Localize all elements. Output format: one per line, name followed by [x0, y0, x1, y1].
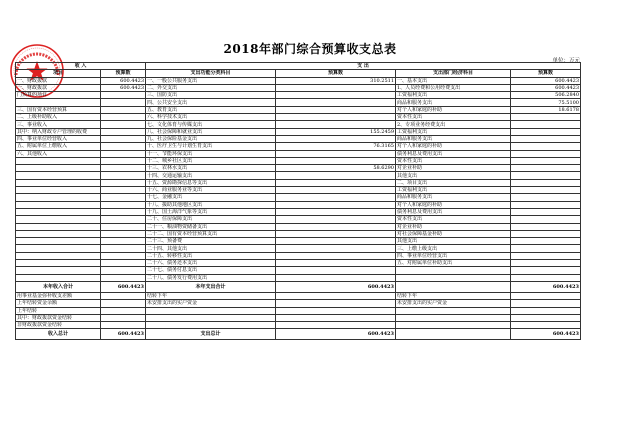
econ-item-cell: 工资福利支出 — [396, 128, 511, 135]
func-item-cell — [146, 314, 276, 321]
income-item-cell — [16, 165, 101, 172]
econ-item-cell — [396, 267, 511, 274]
income-total-label: 本年收入合计 — [16, 281, 101, 292]
econ-value-cell — [511, 201, 581, 208]
func-item-cell: 二十四、其他支出 — [146, 245, 276, 252]
table-row — [16, 230, 581, 237]
income-item-cell: 六、其他收入 — [16, 150, 101, 157]
income-item-cell — [16, 245, 101, 252]
econ-value-cell — [511, 230, 581, 237]
econ-value-cell: 506.2840 — [511, 92, 581, 99]
income-item-cell — [16, 238, 101, 245]
income-value-cell — [101, 165, 146, 172]
func-value-cell — [276, 223, 396, 230]
income-value-cell: 600.4423 — [101, 77, 146, 84]
income-header: 收 入 — [16, 63, 146, 70]
econ-value-cell — [511, 165, 581, 172]
table-row — [16, 92, 581, 99]
func-value-cell — [276, 238, 396, 245]
income-value-cell — [101, 230, 146, 237]
func-value-cell — [276, 314, 396, 321]
table-row — [16, 179, 581, 186]
table-row — [16, 99, 581, 106]
income-value-cell — [101, 143, 146, 150]
econ-value-cell — [511, 252, 581, 259]
func-value-cell — [276, 187, 396, 194]
table-row — [16, 322, 581, 329]
income-item-cell — [16, 208, 101, 215]
income-value-cell — [101, 135, 146, 142]
func-value-cell — [276, 114, 396, 121]
func-value-cell: 155.2459 — [276, 128, 396, 135]
table-row — [16, 267, 581, 274]
income-value-cell — [101, 238, 146, 245]
econ-total-value: 600.4423 — [511, 329, 581, 340]
income-value-cell — [101, 267, 146, 274]
econ-value-cell — [511, 300, 581, 307]
income-item-header: 项目 — [16, 70, 101, 77]
econ-budget-header: 预算数 — [511, 70, 581, 77]
table-row — [16, 252, 581, 259]
income-value-cell — [101, 201, 146, 208]
econ-item-cell: 2、专项业务经费支出 — [396, 121, 511, 128]
econ-value-cell — [511, 274, 581, 281]
econ-total-value: 600.4423 — [511, 281, 581, 292]
econ-value-cell — [511, 194, 581, 201]
econ-item-cell: 四、事业单位经营支出 — [396, 252, 511, 259]
func-value-cell — [276, 84, 396, 91]
econ-value-cell — [511, 128, 581, 135]
income-total-value: 600.4423 — [101, 329, 146, 340]
func-value-cell — [276, 307, 396, 314]
func-item-cell: 十八、援助其他地区支出 — [146, 201, 276, 208]
table-row — [16, 314, 581, 321]
econ-item-cell: 资本性支出 — [396, 114, 511, 121]
econ-value-cell — [511, 314, 581, 321]
func-item-cell: 结转下年 — [146, 292, 276, 299]
income-value-cell — [101, 121, 146, 128]
income-value-cell — [101, 99, 146, 106]
income-item-cell — [16, 194, 101, 201]
income-item-cell: 门预算的项目 — [16, 92, 101, 99]
exp-total-value: 600.4423 — [276, 281, 396, 292]
func-item-cell: 十九、国土海洋气象等支出 — [146, 208, 276, 215]
exp-total-value: 600.4423 — [276, 329, 396, 340]
table-row — [16, 194, 581, 201]
econ-value-cell — [511, 172, 581, 179]
econ-value-cell — [511, 307, 581, 314]
econ-value-cell — [511, 208, 581, 215]
func-value-cell — [276, 121, 396, 128]
income-value-cell — [101, 150, 146, 157]
econ-value-cell — [511, 143, 581, 150]
income-item-cell — [16, 99, 101, 106]
income-value-cell — [101, 157, 146, 164]
func-item-cell: 未安排支出的实户资金 — [146, 300, 276, 307]
econ-item-cell: 结转下年 — [396, 292, 511, 299]
income-value-cell — [101, 274, 146, 281]
econ-item-cell: 一、基本支出 — [396, 77, 511, 84]
income-total-label: 收入总计 — [16, 329, 101, 340]
header-row-1 — [16, 63, 581, 70]
func-value-cell: 76.3165 — [276, 143, 396, 150]
func-value-cell — [276, 201, 396, 208]
econ-value-cell — [511, 216, 581, 223]
econ-total-label — [396, 281, 511, 292]
income-budget-header: 预算数 — [101, 70, 146, 77]
econ-item-cell: 1、人员经费和公用经费支出 — [396, 84, 511, 91]
income-item-cell — [16, 187, 101, 194]
func-value-cell — [276, 245, 396, 252]
income-value-cell — [101, 245, 146, 252]
econ-item-cell: 对企业补助 — [396, 165, 511, 172]
func-value-cell — [276, 92, 396, 99]
budget-table — [15, 62, 581, 340]
income-value-cell — [101, 216, 146, 223]
func-item-cell: 二、外交支出 — [146, 84, 276, 91]
exp-total-label: 本年支出合计 — [146, 281, 276, 292]
func-value-cell — [276, 208, 396, 215]
econ-value-cell — [511, 322, 581, 329]
econ-item-cell: 对个人和家庭的补助 — [396, 143, 511, 150]
func-item-cell: 十七、金融支出 — [146, 194, 276, 201]
income-item-cell — [16, 179, 101, 186]
income-value-cell — [101, 179, 146, 186]
income-item-cell — [16, 201, 101, 208]
econ-item-cell: 三、上缴上级支出 — [396, 245, 511, 252]
econ-value-cell — [511, 245, 581, 252]
func-item-cell — [146, 307, 276, 314]
func-value-cell — [276, 179, 396, 186]
year_totals-row — [16, 281, 581, 292]
func-value-cell — [276, 267, 396, 274]
func-value-cell: 58.6290 — [276, 165, 396, 172]
exp-total-label: 支出总计 — [146, 329, 276, 340]
income-item-cell — [16, 230, 101, 237]
func-value-cell — [276, 274, 396, 281]
income-item-cell: 三、国有资本经营预算 — [16, 106, 101, 113]
table-row — [16, 260, 581, 267]
func-item-cell: 九、社会保险基金支出 — [146, 135, 276, 142]
income-item-cell: 非财政拨款资金结转 — [16, 322, 101, 329]
func-value-cell — [276, 135, 396, 142]
econ-value-cell: 18.6178 — [511, 106, 581, 113]
econ-item-cell — [396, 322, 511, 329]
unit-label: 单位：万元 — [552, 58, 580, 64]
func-value-cell — [276, 230, 396, 237]
econ-item-cell: 未安排支出的实户资金 — [396, 300, 511, 307]
econ-value-cell — [511, 267, 581, 274]
func-item-cell: 二十六、债务还本支出 — [146, 260, 276, 267]
econ-value-cell — [511, 238, 581, 245]
func-item-cell — [146, 322, 276, 329]
table-row — [16, 77, 581, 84]
income-total-value: 600.4423 — [101, 281, 146, 292]
econ-value-cell — [511, 187, 581, 194]
func-budget-header: 预算数 — [276, 70, 396, 77]
income-item-cell: 其中：纳入财政专户管理的收费 — [16, 128, 101, 135]
table-row — [16, 143, 581, 150]
func-item-cell: 二十三、预备费 — [146, 238, 276, 245]
income-value-cell — [101, 128, 146, 135]
func-item-cell: 八、社会保障和就业支出 — [146, 128, 276, 135]
income-item-cell — [16, 216, 101, 223]
table-row — [16, 238, 581, 245]
income-item-cell: 二、上级补助收入 — [16, 114, 101, 121]
income-item-cell — [16, 260, 101, 267]
econ-value-cell — [511, 121, 581, 128]
econ-value-cell — [511, 114, 581, 121]
func-value-cell — [276, 292, 396, 299]
econ-value-cell — [511, 223, 581, 230]
func-item-cell: 七、文化体育与传媒支出 — [146, 121, 276, 128]
func-item-cell: 十二、城乡社区支出 — [146, 157, 276, 164]
func-item-cell: 二十七、债务付息支出 — [146, 267, 276, 274]
econ-item-cell: 商品和服务支出 — [396, 135, 511, 142]
econ-item-cell: 五、对附属单位补助支出 — [396, 260, 511, 267]
income-item-cell — [16, 157, 101, 164]
income-value-cell — [101, 208, 146, 215]
income-item-cell: 上年结转资金余额 — [16, 300, 101, 307]
econ-item-cell: 资本性支出 — [396, 157, 511, 164]
income-item-cell: 用事业基金弥补收支差额 — [16, 292, 101, 299]
func-item-cell: 二十、住房保障支出 — [146, 216, 276, 223]
table-row — [16, 135, 581, 142]
income-value-cell — [101, 106, 146, 113]
func-value-cell — [276, 300, 396, 307]
func-item-cell: 十四、交通运输支出 — [146, 172, 276, 179]
econ-item-cell: 对个人和家庭的补助 — [396, 201, 511, 208]
econ-item-cell: 工资福利支出 — [396, 92, 511, 99]
func-item-cell: 四、公共安全支出 — [146, 99, 276, 106]
table-row — [16, 128, 581, 135]
income-value-cell — [101, 307, 146, 314]
func-item-header: 支出功能分类科目 — [146, 70, 276, 77]
income-value-cell — [101, 300, 146, 307]
func-item-cell: 五、教育支出 — [146, 106, 276, 113]
econ-item-cell: 对社会保障基金补助 — [396, 230, 511, 237]
expenditure-header: 支 出 — [146, 63, 581, 70]
income-value-cell — [101, 292, 146, 299]
econ-item-cell: 对个人和家庭的补助 — [396, 106, 511, 113]
func-item-cell: 十六、商业服务业等支出 — [146, 187, 276, 194]
func-value-cell — [276, 252, 396, 259]
income-value-cell — [101, 223, 146, 230]
table-row — [16, 150, 581, 157]
table-row — [16, 245, 581, 252]
table-row — [16, 157, 581, 164]
table-row — [16, 165, 581, 172]
income-item-cell — [16, 223, 101, 230]
income-item-cell: 三、事业收入 — [16, 121, 101, 128]
table-row — [16, 300, 581, 307]
func-value-cell — [276, 216, 396, 223]
income-item-cell — [16, 252, 101, 259]
income-value-cell — [101, 194, 146, 201]
econ-item-cell: 商品和服务支出 — [396, 99, 511, 106]
func-value-cell: 310.2511 — [276, 77, 396, 84]
func-value-cell — [276, 106, 396, 113]
income-value-cell — [101, 114, 146, 121]
econ-value-cell — [511, 135, 581, 142]
econ-item-cell: 工资福利支出 — [396, 187, 511, 194]
income-item-cell: 一、财政拨款 — [16, 84, 101, 91]
income-value-cell — [101, 172, 146, 179]
econ-item-cell: 商品和服务支出 — [396, 194, 511, 201]
func-item-cell: 三、国防支出 — [146, 92, 276, 99]
table-row — [16, 216, 581, 223]
func-item-cell: 一、一般公共服务支出 — [146, 77, 276, 84]
econ-item-cell: 二、项目支出 — [396, 179, 511, 186]
income-item-cell: 其中：财政拨款资金结转 — [16, 314, 101, 321]
econ-item-header: 支出部门经济科目 — [396, 70, 511, 77]
func-value-cell — [276, 99, 396, 106]
income-item-cell — [16, 274, 101, 281]
func-item-cell: 六、科学技术支出 — [146, 114, 276, 121]
econ-item-cell — [396, 307, 511, 314]
func-item-cell: 二十八、债务发行费用支出 — [146, 274, 276, 281]
func-item-cell: 十五、资源勘探信息等支出 — [146, 179, 276, 186]
func-item-cell: 十三、农林水支出 — [146, 165, 276, 172]
income-item-cell — [16, 172, 101, 179]
income-value-cell — [101, 252, 146, 259]
grand_totals-row — [16, 329, 581, 340]
table-row — [16, 307, 581, 314]
econ-value-cell — [511, 260, 581, 267]
page-title: 2018年部门综合预算收支总表 — [223, 42, 397, 56]
econ-item-cell: 其他支出 — [396, 172, 511, 179]
func-value-cell — [276, 260, 396, 267]
econ-value-cell: 600.4423 — [511, 77, 581, 84]
income-value-cell — [101, 260, 146, 267]
income-item-cell — [16, 267, 101, 274]
func-item-cell: 十一、节能环保支出 — [146, 150, 276, 157]
func-item-cell: 二十一、粮油物资储备支出 — [146, 223, 276, 230]
income-item-cell: 五、附属单位上缴收入 — [16, 143, 101, 150]
econ-value-cell — [511, 179, 581, 186]
func-value-cell — [276, 150, 396, 157]
econ-value-cell — [511, 292, 581, 299]
table-row — [16, 84, 581, 91]
func-value-cell — [276, 157, 396, 164]
income-item-cell: 一、财政拨款 — [16, 77, 101, 84]
econ-item-cell — [396, 274, 511, 281]
econ-value-cell — [511, 157, 581, 164]
econ-item-cell: 债务利息及费用支出 — [396, 150, 511, 157]
income-value-cell: 600.4423 — [101, 84, 146, 91]
econ-item-cell — [396, 314, 511, 321]
econ-item-cell: 债务利息及费用支出 — [396, 208, 511, 215]
table-row — [16, 187, 581, 194]
income-value-cell — [101, 187, 146, 194]
table-row — [16, 172, 581, 179]
table-row — [16, 223, 581, 230]
table-row — [16, 106, 581, 113]
func-item-cell: 十、医疗卫生与计划生育支出 — [146, 143, 276, 150]
func-item-cell: 二十二、国有资本经营预算支出 — [146, 230, 276, 237]
table-row — [16, 114, 581, 121]
func-value-cell — [276, 322, 396, 329]
table-row — [16, 121, 581, 128]
econ-total-label — [396, 329, 511, 340]
func-value-cell — [276, 194, 396, 201]
econ-value-cell: 600.4423 — [511, 84, 581, 91]
econ-value-cell: 75.5100 — [511, 99, 581, 106]
econ-item-cell: 对企业补助 — [396, 223, 511, 230]
table-row — [16, 201, 581, 208]
econ-item-cell: 其他支出 — [396, 238, 511, 245]
income-item-cell: 上年结转 — [16, 307, 101, 314]
table-row — [16, 274, 581, 281]
table-row — [16, 292, 581, 299]
func-value-cell — [276, 172, 396, 179]
header-row-2 — [16, 70, 581, 77]
func-item-cell: 二十五、转移性支出 — [146, 252, 276, 259]
income-value-cell — [101, 314, 146, 321]
table-row — [16, 208, 581, 215]
income-item-cell: 四、事业单位经营收入 — [16, 135, 101, 142]
income-value-cell — [101, 92, 146, 99]
econ-item-cell: 资本性支出 — [396, 216, 511, 223]
econ-value-cell — [511, 150, 581, 157]
income-value-cell — [101, 322, 146, 329]
